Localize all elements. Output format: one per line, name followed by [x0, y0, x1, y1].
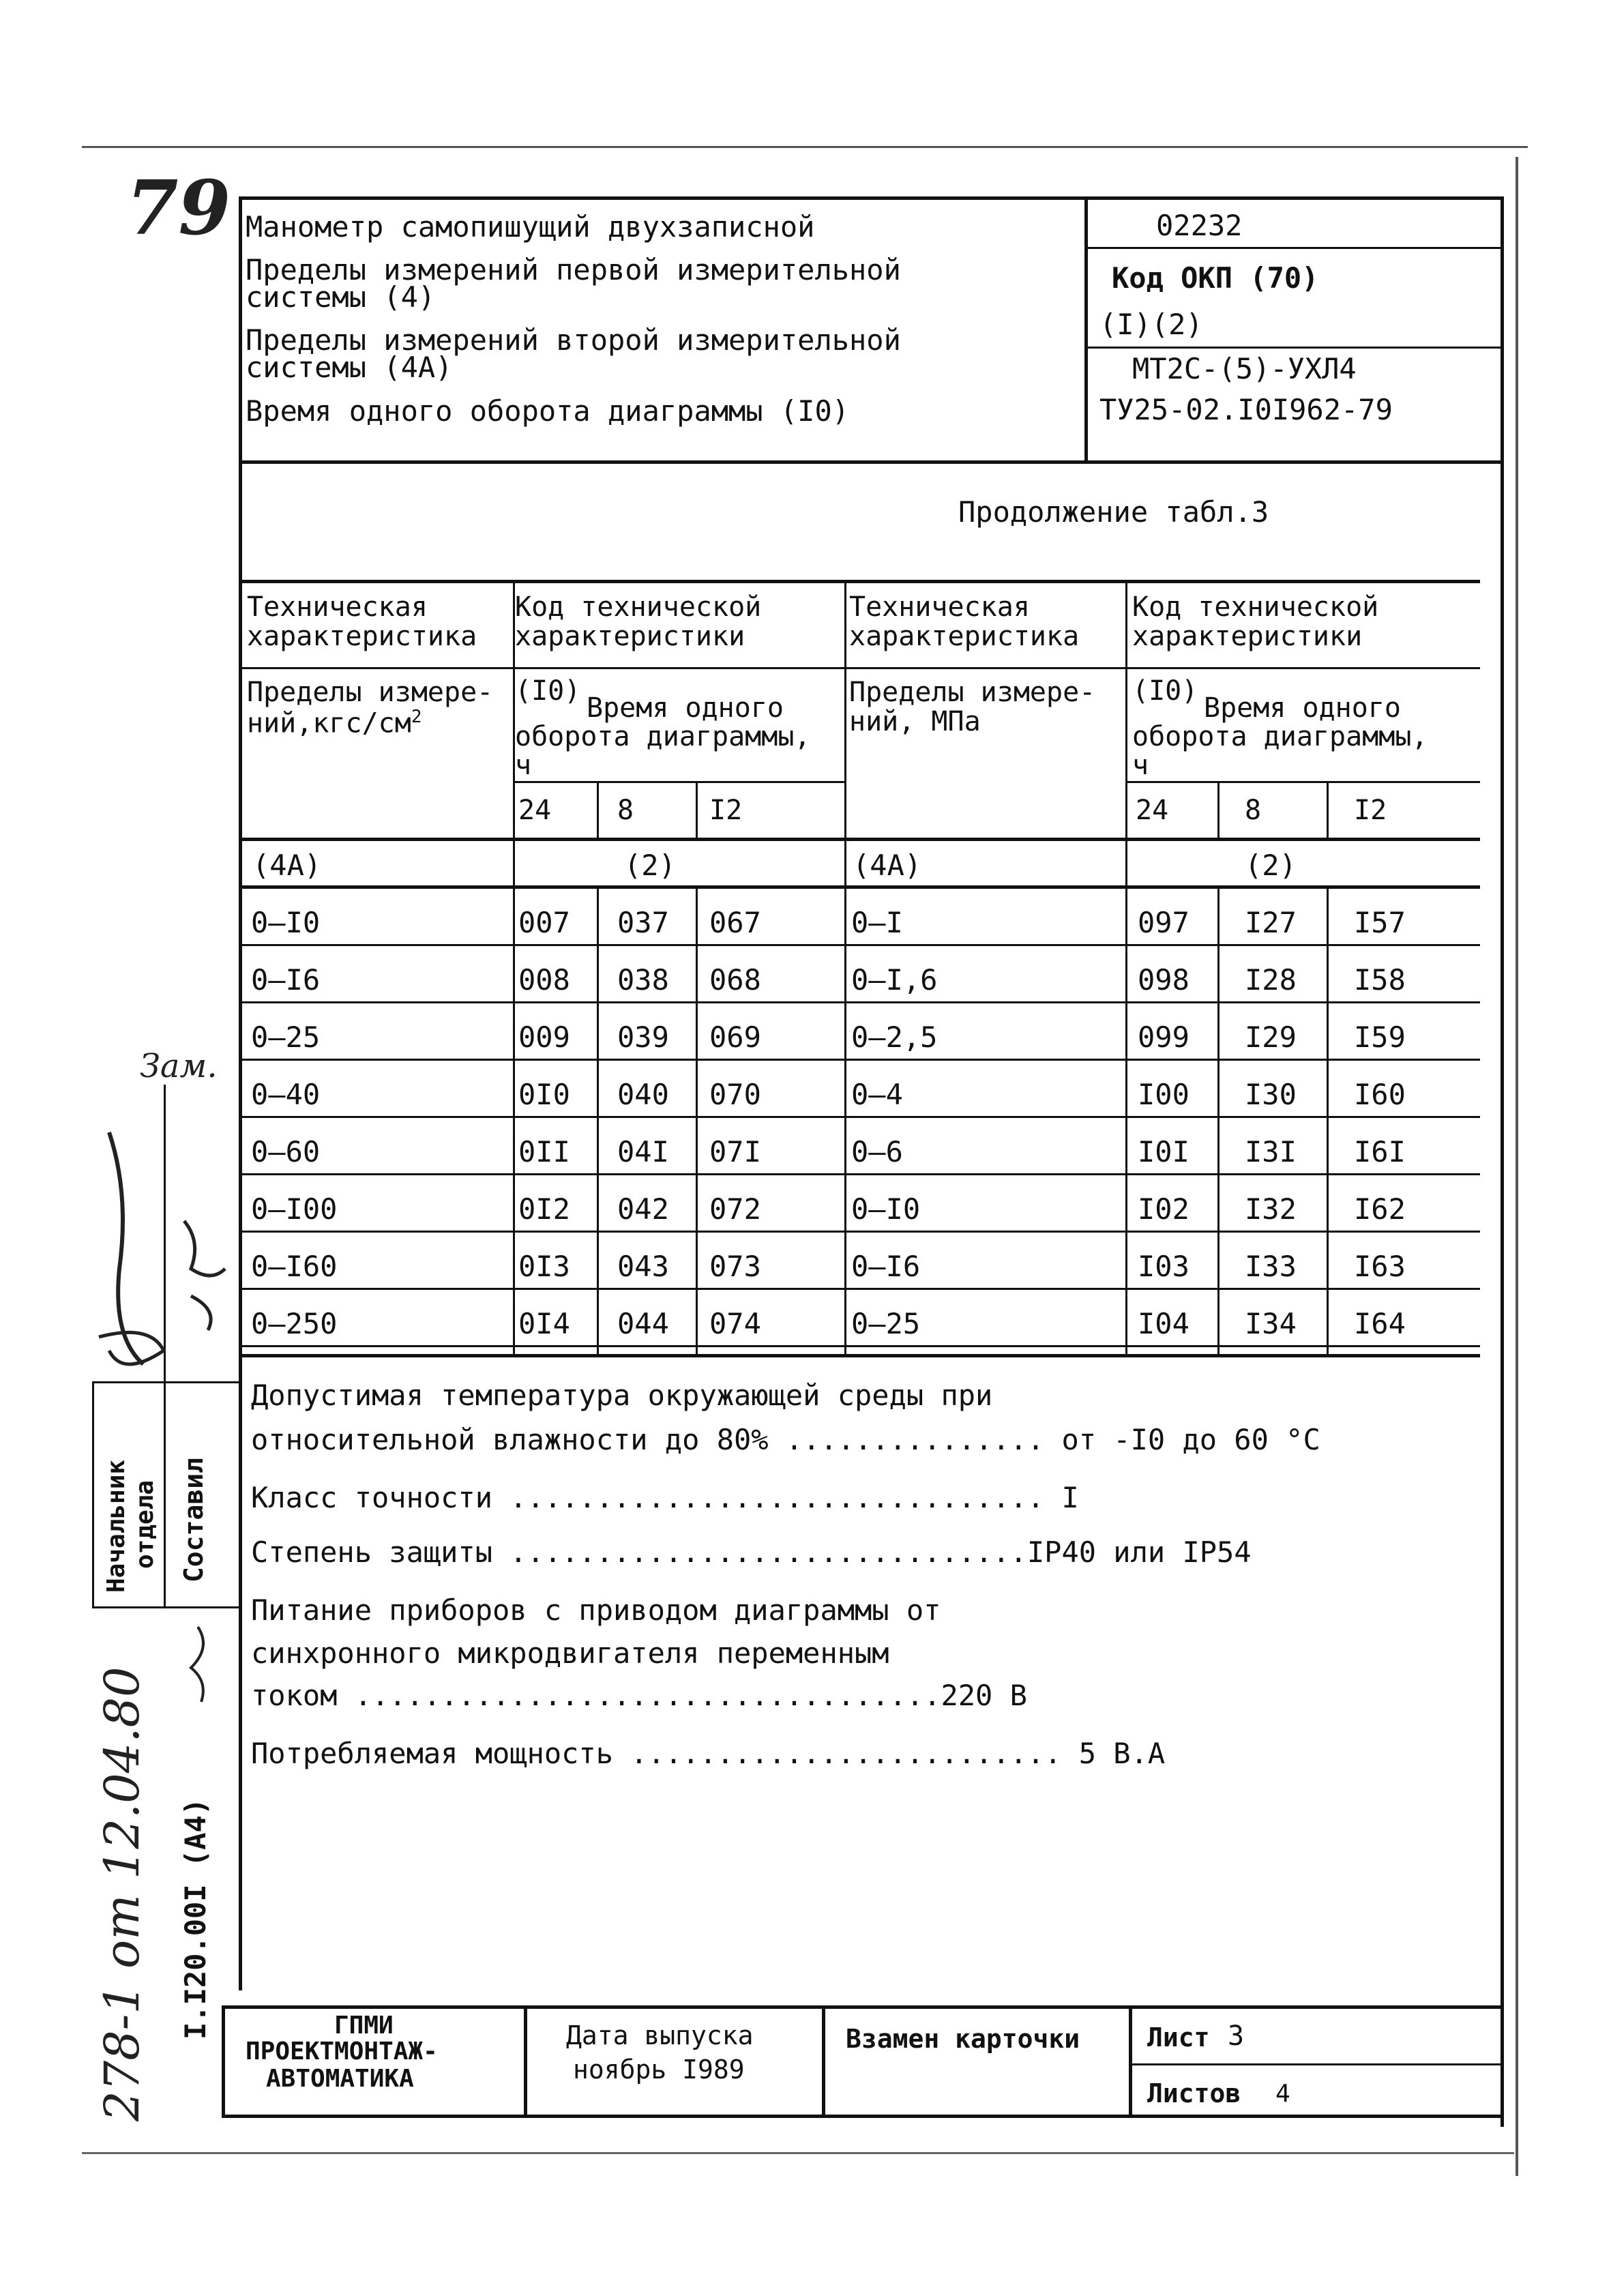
side-format: I.I20.00I (А4) [179, 1797, 212, 2040]
cell-code-12h: I57 [1354, 906, 1406, 939]
cell-range-mpa: 0–I [851, 906, 903, 939]
scan-edge-bottom [82, 2152, 1514, 2154]
scan-edge-right [1516, 157, 1518, 2176]
cell-range-mpa: 0–4 [851, 1078, 903, 1111]
cell-code-12h: 072 [709, 1192, 761, 1226]
cell-code-12h: 069 [709, 1020, 761, 1054]
cell-code-8h: 043 [617, 1250, 669, 1283]
scan-edge-top [82, 146, 1528, 148]
cell-range-kgf: 0–60 [251, 1135, 321, 1168]
device-name: Манометр самопишущий двухзаписной [246, 210, 815, 244]
cell-code-24h: 099 [1138, 1020, 1189, 1054]
cell-range-mpa: 0–25 [851, 1307, 921, 1340]
continuation-label: Продолжение табл.3 [958, 495, 1269, 529]
org-line2: ПРОЕКТМОНТАЖ- [246, 2037, 438, 2065]
frame-left [239, 196, 242, 1990]
signature-small [171, 1620, 225, 1709]
release-date: ноябрь I989 [573, 2055, 745, 2085]
row-divider [242, 1173, 1480, 1175]
cell-range-kgf: 0–25 [251, 1020, 321, 1054]
cell-code-8h: 042 [617, 1192, 669, 1226]
side-head-of-dept-2: отдела [131, 1480, 159, 1569]
row-divider [242, 1001, 1480, 1003]
row-divider [242, 1231, 1480, 1233]
org-line3: АВТОМАТИКА [266, 2065, 414, 2093]
cell-code-24h: I02 [1138, 1192, 1189, 1226]
spec-temperature-line2: относительной влажности до 80% ............... от -I0 до 60 °С [251, 1423, 1320, 1456]
handwritten-reference: 278-1 от 12.04.80 [94, 1666, 150, 2121]
cell-code-12h: I62 [1354, 1192, 1406, 1226]
footer-bottom [222, 2115, 1504, 2118]
spec-protection: Степень защиты ..............................IP40 или IP54 [251, 1535, 1252, 1569]
row-divider [242, 944, 1480, 946]
cell-code-12h: I58 [1354, 963, 1406, 997]
cell-range-mpa: 0–6 [851, 1135, 903, 1168]
cell-code-8h: 044 [617, 1307, 669, 1340]
spec-accuracy: Класс точности ............................... I [251, 1481, 1079, 1514]
cell-code-24h: I0I [1138, 1135, 1189, 1168]
cell-code-8h: I27 [1245, 906, 1297, 939]
sheets-total: 4 [1275, 2080, 1290, 2108]
cell-code-12h: 070 [709, 1078, 761, 1111]
frame-top [239, 196, 1504, 200]
cell-code-8h: I3I [1245, 1135, 1297, 1168]
cell-range-kgf: 0–I6 [251, 963, 321, 997]
cell-code-24h: 007 [518, 906, 570, 939]
footer-top [222, 2005, 1504, 2009]
cell-code-24h: 0II [518, 1135, 570, 1168]
okp-code-label: Код ОКП (70) [1112, 261, 1319, 295]
cell-code-12h: 068 [709, 963, 761, 997]
spec-consumption: Потребляемая мощность ......................... 5 В.А [251, 1737, 1166, 1770]
cell-code-24h: 0I3 [518, 1250, 570, 1283]
cell-code-24h: 097 [1138, 906, 1189, 939]
cell-range-mpa: 0–I0 [851, 1192, 921, 1226]
cell-code-12h: I6I [1354, 1135, 1406, 1168]
cell-code-8h: 038 [617, 963, 669, 997]
spec-temperature-line1: Допустимая температура окружающей среды при [251, 1379, 993, 1412]
cell-code-8h: 037 [617, 906, 669, 939]
row-divider [242, 1288, 1480, 1290]
sheet-label: Лист [1147, 2022, 1210, 2052]
row-divider [242, 1116, 1480, 1118]
header-divider [1084, 196, 1088, 462]
replaces-label: Взамен карточки [846, 2024, 1080, 2054]
cell-code-8h: I33 [1245, 1250, 1297, 1283]
row-divider [242, 1345, 1480, 1347]
cell-range-kgf: 0–I0 [251, 906, 321, 939]
model-code: МТ2С-(5)-УХЛ4 [1132, 352, 1357, 385]
signature-scribbles [82, 1091, 239, 1385]
cell-code-12h: 07I [709, 1135, 761, 1168]
spec-power-line3: током ..................................220 В [251, 1679, 1027, 1712]
table-bottom [242, 1354, 1480, 1357]
cell-range-mpa: 0–2,5 [851, 1020, 938, 1054]
cell-code-12h: 067 [709, 906, 761, 939]
cell-range-mpa: 0–I,6 [851, 963, 938, 997]
cell-range-kgf: 0–I00 [251, 1192, 338, 1226]
cell-code-8h: I32 [1245, 1192, 1297, 1226]
cell-code-24h: I03 [1138, 1250, 1189, 1283]
cell-code-24h: 009 [518, 1020, 570, 1054]
frame-right [1501, 196, 1504, 2127]
cell-code-12h: 073 [709, 1250, 761, 1283]
cell-code-24h: 098 [1138, 963, 1189, 997]
cell-code-8h: I28 [1245, 963, 1297, 997]
cell-code-12h: I64 [1354, 1307, 1406, 1340]
cell-code-12h: I59 [1354, 1020, 1406, 1054]
release-label: Дата выпуска [566, 2020, 754, 2050]
header-bottom [239, 460, 1504, 464]
rotation-time-label: Время одного оборота диаграммы (I0) [246, 394, 850, 428]
org-line1: ГПМИ [334, 2012, 394, 2040]
sheet-number: 3 [1228, 2020, 1245, 2052]
cell-code-8h: I29 [1245, 1020, 1297, 1054]
code-number: 02232 [1156, 209, 1243, 242]
tu-number: ТУ25-02.I0I962-79 [1099, 393, 1393, 426]
cell-range-kgf: 0–250 [251, 1307, 338, 1340]
cell-code-8h: I30 [1245, 1078, 1297, 1111]
cell-range-mpa: 0–I6 [851, 1250, 921, 1283]
cell-range-kgf: 0–40 [251, 1078, 321, 1111]
cell-code-24h: I00 [1138, 1078, 1189, 1111]
cell-range-kgf: 0–I60 [251, 1250, 338, 1283]
table-top [242, 580, 1480, 583]
cell-code-8h: I34 [1245, 1307, 1297, 1340]
cell-code-24h: 0I4 [518, 1307, 570, 1340]
cell-code-12h: I60 [1354, 1078, 1406, 1111]
side-head-of-dept-1: Начальник [102, 1459, 130, 1593]
cell-code-8h: 040 [617, 1078, 669, 1111]
handwritten-note: Зам. [140, 1047, 218, 1085]
side-compiled: Составил [179, 1457, 209, 1583]
cell-code-24h: 0I0 [518, 1078, 570, 1111]
cell-code-24h: 008 [518, 963, 570, 997]
row-divider [242, 1059, 1480, 1061]
cell-code-24h: I04 [1138, 1307, 1189, 1340]
spec-power-line1: Питание приборов с приводом диаграммы от [251, 1593, 941, 1627]
cell-code-12h: 074 [709, 1307, 761, 1340]
cell-code-12h: I63 [1354, 1250, 1406, 1283]
cell-code-8h: 04I [617, 1135, 669, 1168]
sheets-label: Листов [1147, 2078, 1241, 2108]
cell-code-8h: 039 [617, 1020, 669, 1054]
handwritten-page-number: 79 [126, 164, 231, 252]
spec-power-line2: синхронного микродвигателя переменным [251, 1636, 889, 1670]
cell-code-24h: 0I2 [518, 1192, 570, 1226]
